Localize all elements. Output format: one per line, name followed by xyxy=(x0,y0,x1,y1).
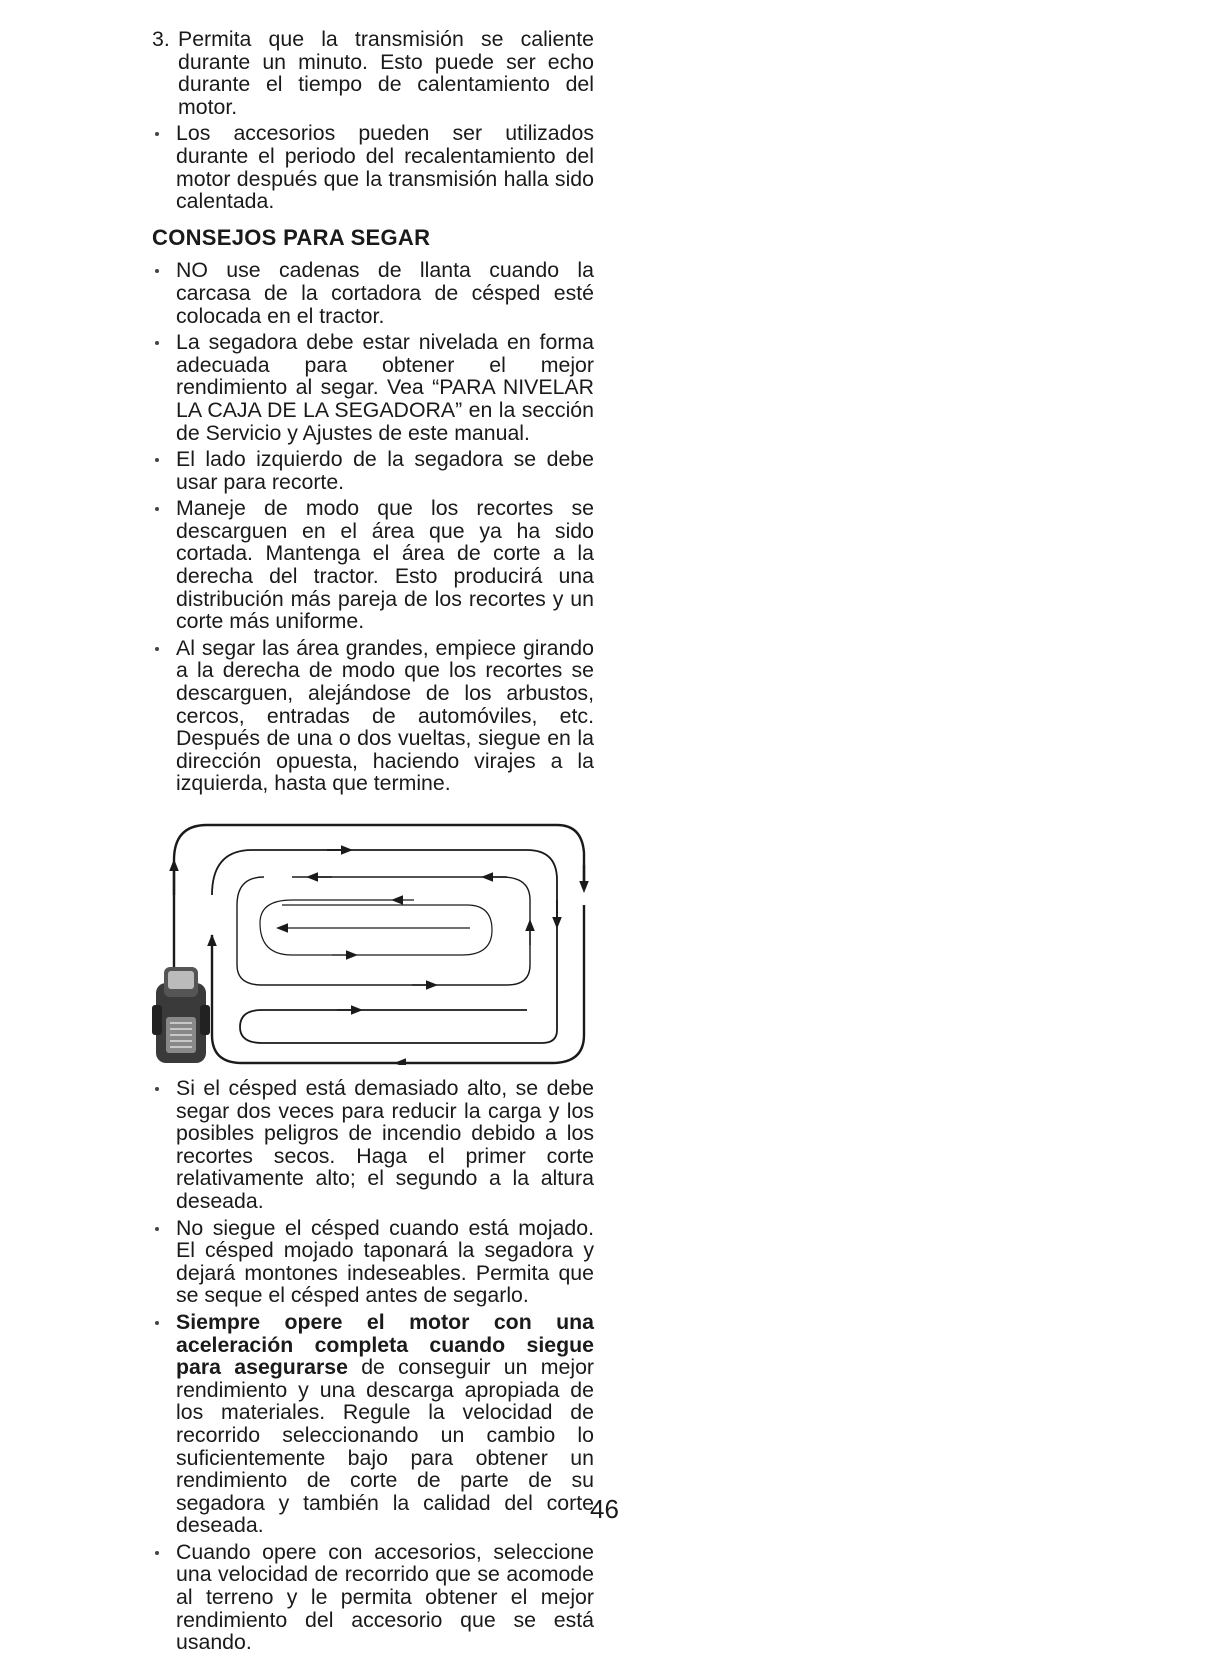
tip-text: El lado izquierdo de la segadora se debe usar para recorte. xyxy=(176,447,594,494)
tip-text: La segadora debe estar nivelada en forma adecuada para obtener el mejor rendimiento al segar. Vea “PARA NIVELAR LA CAJA DE LA SEGADORA” en la sección de Servicio y Ajustes de este manual. xyxy=(176,330,594,445)
bullet-icon xyxy=(155,341,159,345)
tip-item xyxy=(152,1217,594,1307)
tip-item xyxy=(152,1311,594,1537)
step-number: 3. xyxy=(152,27,170,51)
tip-text: NO use cadenas de llanta cuando la carcasa de la cortadora de césped esté colocada en el tractor. xyxy=(176,258,594,328)
mowing-pattern-diagram xyxy=(152,805,594,1065)
tip-text: No siegue el césped cuando está mojado. El césped mojado taponará la segadora y dejará montones indeseables. Permita que se seque el césped antes de segarlo. xyxy=(176,1215,594,1308)
tip-text: Maneje de modo que los recortes se descarguen en el área que ya ha sido cortada. Mantenga el área de corte a la derecha del tractor. Esto producirá una distribución más pareja de los recortes y un corte más uniforme. xyxy=(176,496,594,634)
tip-item xyxy=(152,331,594,444)
intro-bullet xyxy=(152,122,594,212)
tip-bold-text: Siempre opere el motor con una aceleración completa cuando siegue para asegurarse xyxy=(176,1309,594,1380)
tip-item xyxy=(152,259,594,327)
tractor-icon xyxy=(152,967,210,1063)
tip-item xyxy=(152,497,594,633)
loop-3-path xyxy=(237,877,530,985)
intro-bullet-text: Los accesorios pueden ser utilizados durante el periodo del recalentamiento del motor después que la transmisión halla sido calentada. xyxy=(176,121,594,214)
bullet-icon xyxy=(155,1551,159,1555)
outer-right-line xyxy=(212,905,584,1063)
page-number: 46 xyxy=(590,1494,619,1524)
bullet-icon xyxy=(155,1321,159,1325)
bullet-icon xyxy=(155,132,159,136)
tip-text: de conseguir un mejor rendimiento y una descarga apropiada de los materiales. Regule la velocidad de recorrido seleccionando un cambio lo suficientemente bajo para obtener un rendimiento de corte de parte de su segadora y también la calidad del corte deseada. xyxy=(176,1355,594,1538)
tip-item xyxy=(152,1541,594,1654)
bullet-icon xyxy=(155,269,159,273)
bullet-icon xyxy=(155,458,159,462)
outer-pass-path xyxy=(174,825,584,1045)
bullet-icon xyxy=(155,507,159,511)
bullet-icon xyxy=(155,647,159,651)
tip-item xyxy=(152,637,594,795)
tip-item xyxy=(152,448,594,493)
tip-text: Al segar las área grandes, empiece girando a la derecha de modo que los recortes se descarguen, alejándose de los arbustos, cercos, entradas de automóviles, etc. Después de una o dos vueltas, siegue en la dirección opuesta, haciendo virajes a la izquierda, hasta que termine. xyxy=(176,635,594,796)
bullet-icon xyxy=(155,1087,159,1091)
tip-item xyxy=(152,1077,594,1213)
manual-page-column xyxy=(152,28,594,1658)
tip-text: Si el césped está demasiado alto, se debe segar dos veces para reducir la carga y los posibles peligros de incendio debido a los recortes secos. Haga el primer corte relativamente alto; el segundo a la altura deseada. xyxy=(176,1076,594,1213)
intro-step-3 xyxy=(152,28,594,118)
tip-text: Cuando opere con accesorios, seleccione una velocidad de recorrido que se acomode al terreno y le permita obtener el mejor rendimiento del accesorio que se está usando. xyxy=(176,1539,594,1655)
bullet-icon xyxy=(155,1227,159,1231)
loop-2-path xyxy=(212,850,557,1043)
section-heading: CONSEJOS PARA SEGAR xyxy=(152,224,431,250)
intro-step-text: Permita que la transmisión se caliente durante un minuto. Esto puede ser echo durante el tiempo de calentamiento del motor. xyxy=(178,27,594,119)
